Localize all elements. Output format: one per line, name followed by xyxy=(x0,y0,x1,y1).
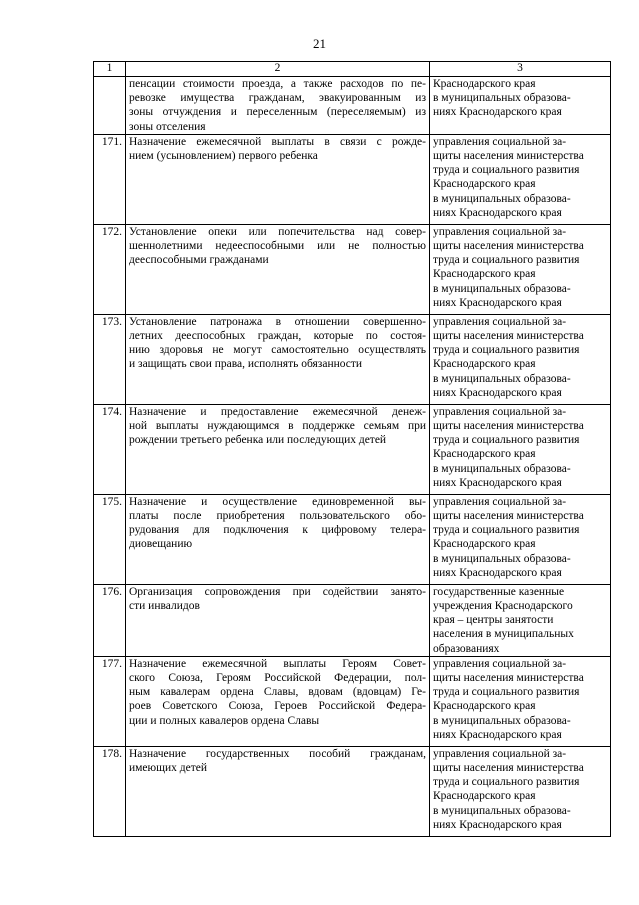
row-number: 177. xyxy=(94,656,126,746)
row-number xyxy=(94,77,126,135)
responsible-body-line: Краснодарского края xyxy=(433,790,536,803)
service-name-line: шеннолетними недееспособными или не полностью xyxy=(129,240,426,253)
responsible-body-line: государственные казенные xyxy=(433,585,565,598)
table-row xyxy=(94,314,611,404)
responsible-body-line: учреждения Краснодарского xyxy=(433,600,573,613)
service-name-line: роев Советского Союза, Героев Российской Федера- xyxy=(129,700,426,713)
responsible-body-line: управления социальной за- xyxy=(433,225,567,238)
responsible-body-line: труда и социального развития xyxy=(433,254,580,267)
responsible-body-line: Краснодарского края xyxy=(433,178,536,191)
responsible-body-line: управления социальной за- xyxy=(433,495,567,508)
responsible-body-line: Краснодарского края xyxy=(433,448,536,461)
responsible-body-cell xyxy=(430,656,611,746)
row-number: 173. xyxy=(94,314,126,404)
service-name-line: Установление патронажа в отношении совершенно- xyxy=(129,315,426,328)
service-name-line: Назначение государственных пособий гражданам, xyxy=(129,747,426,760)
service-name-line: зоны отселения xyxy=(129,120,206,133)
responsible-body-line: щиты населения министерства xyxy=(433,330,584,343)
service-name-cell xyxy=(126,494,430,584)
responsible-body-line: управления социальной за- xyxy=(433,315,567,328)
responsible-body-line: в муниципальных образова- xyxy=(433,92,571,105)
service-name-line: ным кавалерам ордена Славы, вдовам (вдовцам) Ге- xyxy=(129,686,426,699)
responsible-body-cell xyxy=(430,77,611,135)
service-name-line: ции и полных кавалеров ордена Славы xyxy=(129,714,320,727)
service-name-line: платы после приобретения пользовательского обо- xyxy=(129,510,426,523)
responsible-body-line: ниях Краснодарского края xyxy=(433,476,562,489)
service-name-line: Назначение и осуществление единовременной вы- xyxy=(129,495,426,508)
column-header-responsible: 3 xyxy=(430,62,611,77)
responsible-body-line: Краснодарского края xyxy=(433,78,536,90)
responsible-body-line: ниях Краснодарского края xyxy=(433,566,562,579)
service-name-cell xyxy=(126,584,430,656)
service-name-cell xyxy=(126,134,430,224)
table-row xyxy=(94,77,611,135)
table-row xyxy=(94,656,611,746)
service-name-line: Организация сопровождения при содействии занято- xyxy=(129,585,426,598)
responsible-body-line: труда и социального развития xyxy=(433,686,580,699)
responsible-body-line: управления социальной за- xyxy=(433,135,567,148)
service-name-line: зоны отчуждения и переселенным (переселяемым) из xyxy=(129,106,426,119)
service-name-line: Назначение ежемесячной выплаты Героям Совет- xyxy=(129,657,426,670)
responsible-body-line: управления социальной за- xyxy=(433,747,567,760)
service-name-line: рудования для подключения к цифровому телера- xyxy=(129,524,426,537)
service-name-line: пенсации стоимости проезда, а также расходов по пе- xyxy=(129,78,426,90)
responsible-body-line: щиты населения министерства xyxy=(433,420,584,433)
responsible-body-line: Краснодарского края xyxy=(433,700,536,713)
responsible-body-line: ниях Краснодарского края xyxy=(433,296,562,309)
row-number: 175. xyxy=(94,494,126,584)
service-name-cell xyxy=(126,404,430,494)
service-name-cell xyxy=(126,314,430,404)
responsible-body-line: труда и социального развития xyxy=(433,524,580,537)
responsible-body-line: ниях Краснодарского края xyxy=(433,728,562,741)
service-name-line: Установление опеки или попечительства над совер- xyxy=(129,225,426,238)
responsible-body-line: в муниципальных образова- xyxy=(433,372,571,385)
service-name-cell xyxy=(126,656,430,746)
responsible-body-line: ниях Краснодарского края xyxy=(433,818,562,831)
table-row xyxy=(94,746,611,836)
responsible-body-line: щиты населения министерства xyxy=(433,240,584,253)
responsible-body-line: управления социальной за- xyxy=(433,657,567,670)
table-row xyxy=(94,404,611,494)
service-name-line: Назначение ежемесячной выплаты в связи с рожде- xyxy=(129,135,426,148)
responsible-body-cell xyxy=(430,584,611,656)
service-name-line: и защищать свои права, исполнять обязанности xyxy=(129,358,363,371)
responsible-body-line: щиты населения министерства xyxy=(433,150,584,163)
responsible-body-cell xyxy=(430,404,611,494)
responsible-body-line: труда и социального развития xyxy=(433,164,580,177)
responsible-body-line: ниях Краснодарского края xyxy=(433,206,562,219)
row-number: 176. xyxy=(94,584,126,656)
service-name-line: ского Союза, Героям Российской Федерации, пол- xyxy=(129,672,426,685)
service-name-line: ревозке имущества гражданам, эвакуированным из xyxy=(129,92,426,105)
table-row xyxy=(94,134,611,224)
responsible-body-line: труда и социального развития xyxy=(433,776,580,789)
responsible-body-line: ниях Краснодарского края xyxy=(433,106,562,119)
responsible-body-line: щиты населения министерства xyxy=(433,672,584,685)
responsible-body-line: Краснодарского края xyxy=(433,268,536,281)
responsible-body-line: Краснодарского края xyxy=(433,538,536,551)
responsible-body-cell xyxy=(430,494,611,584)
responsible-body-line: труда и социального развития xyxy=(433,344,580,357)
service-name-line: рождении третьего ребенка или последующих детей xyxy=(129,434,387,447)
service-name-line: ной выплаты нуждающимся в поддержке семьям при xyxy=(129,420,426,433)
responsible-body-line: в муниципальных образова- xyxy=(433,552,571,565)
responsible-body-line: в муниципальных образова- xyxy=(433,714,571,727)
responsible-body-line: управления социальной за- xyxy=(433,405,567,418)
service-name-cell xyxy=(126,77,430,135)
service-name-cell xyxy=(126,224,430,314)
responsible-body-line: щиты населения министерства xyxy=(433,762,584,775)
row-number: 171. xyxy=(94,134,126,224)
responsible-body-line: ниях Краснодарского края xyxy=(433,386,562,399)
responsible-body-line: Краснодарского края xyxy=(433,358,536,371)
service-name-line: дееспособными гражданами xyxy=(129,254,269,267)
service-name-line: нию здоровья не могут самостоятельно осуществлять xyxy=(129,344,426,357)
service-name-line: имеющих детей xyxy=(129,762,208,775)
service-name-line: диовещанию xyxy=(129,538,193,551)
table-row xyxy=(94,494,611,584)
responsible-body-line: в муниципальных образова- xyxy=(433,462,571,475)
responsible-body-line: в муниципальных образова- xyxy=(433,192,571,205)
responsible-body-line: населения в муниципальных xyxy=(433,628,574,641)
row-number: 174. xyxy=(94,404,126,494)
responsible-body-cell xyxy=(430,746,611,836)
column-header-service: 2 xyxy=(126,62,430,77)
responsible-body-line: образованиях xyxy=(433,642,500,655)
service-name-cell xyxy=(126,746,430,836)
responsible-body-line: края – центры занятости xyxy=(433,614,554,627)
service-name-line: нием (усыновлением) первого ребенка xyxy=(129,150,318,163)
service-name-line: Назначение и предоставление ежемесячной денеж- xyxy=(129,405,426,418)
responsible-body-line: в муниципальных образова- xyxy=(433,804,571,817)
responsible-body-line: труда и социального развития xyxy=(433,434,580,447)
table-row xyxy=(94,584,611,656)
responsible-body-cell xyxy=(430,314,611,404)
responsible-body-cell xyxy=(430,224,611,314)
services-table xyxy=(93,61,611,837)
table-header-row xyxy=(94,62,611,77)
responsible-body-cell xyxy=(430,134,611,224)
column-header-number: 1 xyxy=(94,62,126,77)
responsible-body-line: щиты населения министерства xyxy=(433,510,584,523)
service-name-line: сти инвалидов xyxy=(129,600,200,613)
responsible-body-line: в муниципальных образова- xyxy=(433,282,571,295)
page-number: 21 xyxy=(313,36,326,51)
row-number: 172. xyxy=(94,224,126,314)
service-name-line: летних дееспособных граждан, которые по состоя- xyxy=(129,330,426,343)
row-number: 178. xyxy=(94,746,126,836)
table-row xyxy=(94,224,611,314)
